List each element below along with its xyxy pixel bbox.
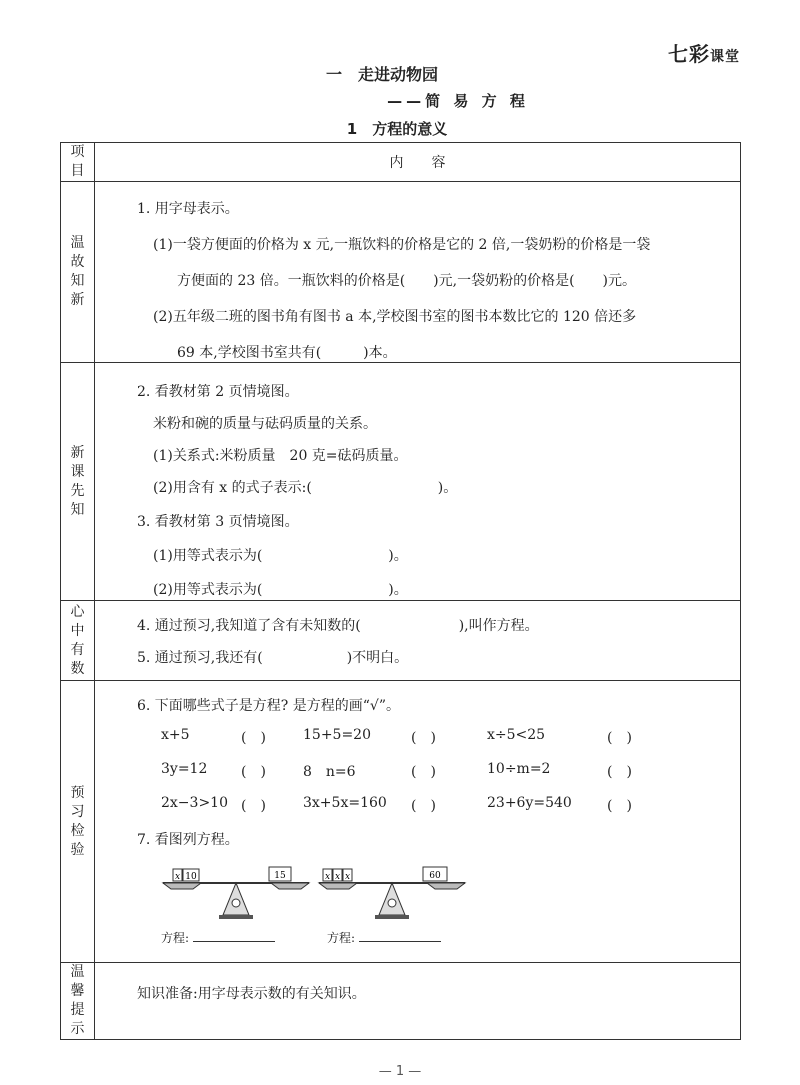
tip-text: 知识准备:用字母表示数的有关知识。 xyxy=(137,986,366,1002)
q2-1: (1)关系式:米粉质量 20 克=砝码质量。 xyxy=(153,448,408,464)
q4: 4. 通过预习,我知道了含有未知数的( ),叫作方程。 xyxy=(137,618,539,634)
scale2-left-box2: x xyxy=(334,872,341,882)
q3-2: (2)用等式表示为( )。 xyxy=(153,582,408,598)
q1-2-line-a: (2)五年级二班的图书角有图书 a 本,学校图书室的图书本数比它的 120 倍还多 xyxy=(153,309,637,325)
unit-title: 一 走进动物园 xyxy=(325,65,438,84)
balance-scale-2 xyxy=(317,859,467,921)
section-check-content xyxy=(95,681,741,963)
section-check-text: 预习检验 xyxy=(70,784,85,858)
q1-1-line-a: (1)一袋方便面的价格为 x 元,一瓶饮料的价格是它的 2 倍,一袋奶粉的价格是一袋 xyxy=(153,237,651,253)
q2-2: (2)用含有 x 的式子表示:( )。 xyxy=(153,480,458,496)
q6-r1-b3[interactable]: ( ) xyxy=(607,730,632,746)
section-tip-text: 温馨提示 xyxy=(70,964,85,1037)
q6-r3-c3: 23+6y=540 xyxy=(487,795,572,811)
section-review-label xyxy=(61,182,95,363)
scale2-right-box: 60 xyxy=(429,871,441,881)
eq-label-1 xyxy=(161,929,275,946)
q6-r1-b1[interactable]: ( ) xyxy=(241,730,266,746)
section-preview-content xyxy=(95,363,741,601)
q7-title: 7. 看图列方程。 xyxy=(137,832,239,848)
header-item-label: 项目 xyxy=(70,144,85,179)
q6-title: 6. 下面哪些式子是方程? 是方程的画“√”。 xyxy=(137,698,400,714)
q2-title: 2. 看教材第 2 页情境图。 xyxy=(137,384,299,400)
q6-r3-b1[interactable]: ( ) xyxy=(241,798,266,814)
q6-r2-b3[interactable]: ( ) xyxy=(607,764,632,780)
lesson-title: 1 方程的意义 xyxy=(346,120,448,138)
header-content-label: 内 容 xyxy=(389,155,446,171)
q5: 5. 通过预习,我还有( )不明白。 xyxy=(137,650,409,666)
section-tip-content xyxy=(95,963,741,1040)
q6-r1-b2[interactable]: ( ) xyxy=(411,730,436,746)
q2-line: 米粉和碗的质量与砝码质量的关系。 xyxy=(153,416,377,432)
section-review-text: 温故知新 xyxy=(70,235,85,308)
section-tip-label xyxy=(61,963,95,1040)
scale2-left-box3: x xyxy=(344,872,351,882)
brand-sub: 课堂 xyxy=(710,49,740,65)
q6-r3-c2: 3x+5x=160 xyxy=(303,795,387,811)
worksheet-table xyxy=(60,142,741,1040)
q6-r3-b2[interactable]: ( ) xyxy=(411,798,436,814)
q6-r2-c3: 10÷m=2 xyxy=(487,761,551,777)
balance-scale-1 xyxy=(161,859,311,921)
section-check-label xyxy=(61,681,95,963)
scale1-left-box2: 10 xyxy=(185,872,197,882)
eq-label-1-text: 方程: xyxy=(161,931,190,945)
header-item-cell xyxy=(61,143,95,182)
section-review-content xyxy=(95,182,741,363)
section-preview-text: 新课先知 xyxy=(70,444,85,518)
page-number: — 1 — xyxy=(378,1064,422,1079)
q6-r2-c1: 3y=12 xyxy=(161,761,208,777)
q6-r1-c3: x÷5<25 xyxy=(487,727,546,743)
q1-2-line-b: 69 本,学校图书室共有( )本。 xyxy=(177,345,397,361)
brand-main: 七彩 xyxy=(668,42,710,66)
unit-subtitle: ——简 易 方 程 xyxy=(387,92,529,110)
section-mind-text: 心中有数 xyxy=(70,603,85,677)
eq-answer-line-1[interactable] xyxy=(193,931,275,942)
section-mind-content xyxy=(95,601,741,681)
section-preview-label xyxy=(61,363,95,601)
eq-answer-line-2[interactable] xyxy=(359,931,441,942)
q6-r1-c1: x+5 xyxy=(161,727,190,743)
q6-r2-b2[interactable]: ( ) xyxy=(411,764,436,780)
q1-1-line-b: 方便面的 23 倍。一瓶饮料的价格是( )元,一袋奶粉的价格是( )元。 xyxy=(177,273,637,289)
scale1-right-box: 15 xyxy=(274,871,286,881)
q6-r1-c2: 15+5=20 xyxy=(303,727,371,743)
q6-r3-b3[interactable]: ( ) xyxy=(607,798,632,814)
q3-title: 3. 看教材第 3 页情境图。 xyxy=(137,514,299,530)
section-mind-label xyxy=(61,601,95,681)
q6-r2-b1[interactable]: ( ) xyxy=(241,764,266,780)
scale1-left-box1: x xyxy=(174,872,181,882)
q6-r3-c1: 2x−3>10 xyxy=(161,795,228,811)
scale2-left-box1: x xyxy=(324,872,331,882)
q3-1: (1)用等式表示为( )。 xyxy=(153,548,408,564)
eq-label-2-text: 方程: xyxy=(327,931,356,945)
header-content-cell xyxy=(95,143,741,182)
q1-title: 1. 用字母表示。 xyxy=(137,201,239,217)
q6-r2-c2: 8 n=6 xyxy=(303,764,356,780)
eq-label-2 xyxy=(327,929,441,946)
